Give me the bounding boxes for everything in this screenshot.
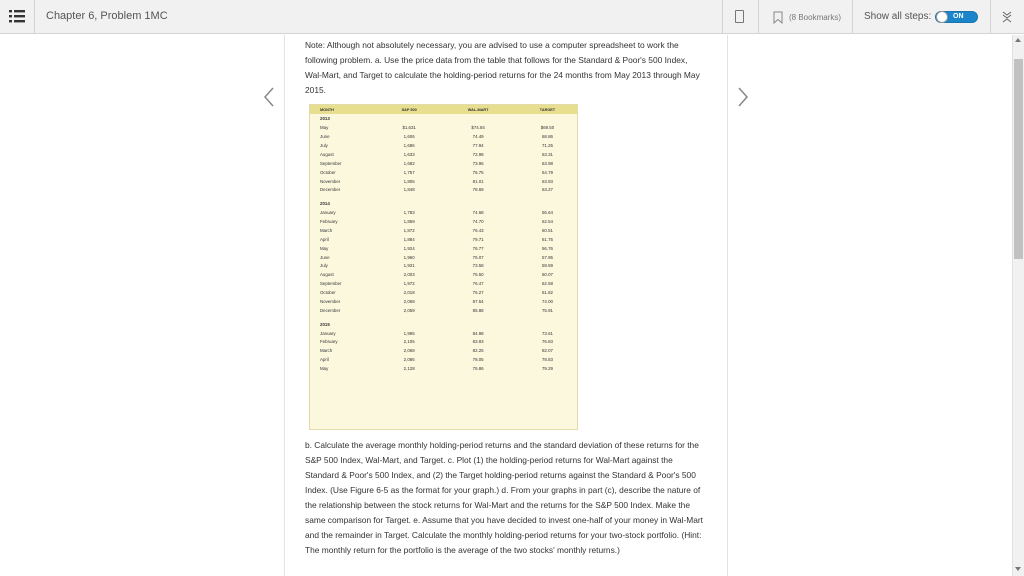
- price-cell: 77.94: [472, 142, 484, 148]
- next-chevron-icon[interactable]: [736, 86, 750, 108]
- price-cell: 74.00: [541, 299, 553, 305]
- month-cell: March: [320, 227, 333, 233]
- document-icon[interactable]: [735, 10, 744, 23]
- price-cell: 76.77: [472, 245, 484, 251]
- scroll-thumb[interactable]: [1014, 59, 1023, 259]
- previous-chevron-icon[interactable]: [262, 86, 276, 108]
- year-label: 2014: [320, 200, 330, 206]
- price-cell: 68.86: [541, 133, 553, 139]
- month-cell: June: [320, 254, 330, 260]
- divider: [852, 0, 853, 34]
- column-header: TARGET: [518, 105, 577, 114]
- price-cell: 63.93: [541, 178, 553, 184]
- price-cell: 79.29: [541, 366, 553, 372]
- price-cell: 87.54: [472, 299, 484, 305]
- vertical-scrollbar[interactable]: [1012, 35, 1024, 576]
- column-header: S&P 500: [380, 105, 438, 114]
- table-row: [310, 279, 577, 288]
- toggle-label: ON: [953, 13, 964, 20]
- price-cell: 61.82: [541, 290, 553, 296]
- show-steps-toggle[interactable]: [935, 11, 978, 23]
- price-cell: 1,931: [403, 263, 415, 269]
- price-cell: 81.01: [472, 178, 484, 184]
- price-cell: 56.64: [541, 209, 553, 215]
- table-row: [310, 355, 577, 364]
- price-cell: 75.50: [472, 272, 484, 278]
- month-cell: February: [320, 218, 338, 224]
- table-row: [310, 346, 577, 355]
- empty-cell: [438, 320, 518, 329]
- price-cell: 76.43: [472, 227, 484, 233]
- price-cell: 63.98: [541, 160, 553, 166]
- divider: [722, 0, 723, 34]
- problem-content: [305, 38, 705, 98]
- price-cell: 82.07: [541, 348, 553, 354]
- price-cell: 1,884: [403, 236, 415, 242]
- empty-cell: [518, 320, 577, 329]
- month-cell: May: [320, 245, 329, 251]
- empty-cell: [438, 114, 518, 123]
- price-cell: 2,068: [403, 348, 415, 354]
- price-cell: 1,606: [403, 133, 415, 139]
- month-cell: September: [320, 281, 342, 287]
- month-cell: November: [320, 178, 341, 184]
- year-row: [310, 199, 577, 208]
- scroll-up-arrow-icon[interactable]: [1015, 38, 1021, 42]
- price-cell: 1,995: [403, 330, 415, 336]
- price-table: [310, 105, 577, 373]
- price-cell: 2,128: [403, 366, 415, 372]
- month-cell: July: [320, 263, 328, 269]
- divider: [758, 0, 759, 34]
- month-cell: August: [320, 151, 334, 157]
- menu-icon[interactable]: [9, 8, 25, 24]
- left-margin-pane: [0, 35, 285, 576]
- price-cell: 2,059: [403, 308, 415, 314]
- year-row: [310, 114, 577, 123]
- table-row: [310, 208, 577, 217]
- month-cell: December: [320, 187, 341, 193]
- table-row: [310, 123, 577, 132]
- price-cell: 1,806: [403, 178, 415, 184]
- month-cell: September: [320, 160, 342, 166]
- table-row: [310, 186, 577, 195]
- price-cell: 1,848: [403, 187, 415, 193]
- top-bar: [0, 0, 1024, 34]
- price-cell: 82.25: [472, 348, 484, 354]
- price-cell: 61.75: [541, 236, 553, 242]
- month-cell: July: [320, 142, 328, 148]
- table-row: [310, 329, 577, 338]
- column-header: WAL-MART: [438, 105, 518, 114]
- table-row: [310, 226, 577, 235]
- price-cell: 1,633: [403, 151, 415, 157]
- table-header-row: [310, 105, 577, 114]
- price-cell: 1,924: [403, 245, 415, 251]
- empty-cell: [518, 199, 577, 208]
- table-row: [310, 244, 577, 253]
- month-cell: April: [320, 236, 329, 242]
- price-cell: $69.50: [540, 124, 555, 130]
- table-row: [310, 217, 577, 226]
- price-cell: 78.05: [472, 357, 484, 363]
- price-cell: 72.98: [472, 151, 484, 157]
- price-cell: 2,068: [403, 299, 415, 305]
- price-cell: 73.96: [472, 160, 484, 166]
- price-cell: 60.07: [541, 272, 553, 278]
- price-cell: 62.54: [541, 218, 553, 224]
- month-cell: November: [320, 299, 341, 305]
- price-table-image: [309, 104, 578, 430]
- price-cell: 1,972: [403, 281, 415, 287]
- month-cell: August: [320, 272, 334, 278]
- price-cell: 59.59: [541, 263, 553, 269]
- price-cell: $74.84: [471, 124, 485, 130]
- price-cell: 62.68: [541, 281, 553, 287]
- month-cell: October: [320, 169, 336, 175]
- empty-cell: [380, 114, 438, 123]
- show-steps-label: Show all steps:: [864, 11, 932, 22]
- price-cell: $1,631: [402, 124, 416, 130]
- table-row: [310, 177, 577, 186]
- table-row: [310, 306, 577, 315]
- price-cell: 73.58: [472, 263, 484, 269]
- month-cell: June: [320, 133, 330, 139]
- empty-cell: [438, 199, 518, 208]
- price-cell: 76.47: [472, 281, 484, 287]
- price-cell: 73.61: [541, 330, 553, 336]
- price-cell: 60.51: [541, 227, 553, 233]
- problem-paragraph-a: Note: Although not absolutely necessary, you are advised to use a computer spreadsheet to work the following problem. a. Use the price data from the table that follows for the Standard & Poor's 500 Index, Wal-Mart, and Target to calculate the holding-period returns for the 24 months from May 2013 through May 2015.: [305, 40, 700, 95]
- table-row: [310, 262, 577, 271]
- price-cell: 78.69: [472, 187, 484, 193]
- table-row: [310, 159, 577, 168]
- table-row: [310, 288, 577, 297]
- price-cell: 76.27: [472, 290, 484, 296]
- price-cell: 85.88: [472, 308, 484, 314]
- table-row: [310, 253, 577, 262]
- price-cell: 56.76: [541, 245, 553, 251]
- month-cell: May: [320, 124, 329, 130]
- price-cell: 75.86: [472, 366, 484, 372]
- price-cell: 1,757: [403, 169, 415, 175]
- month-cell: March: [320, 348, 333, 354]
- bookmark-count: (8 Bookmarks): [789, 12, 842, 22]
- price-cell: 76.83: [541, 339, 553, 345]
- price-cell: 2,018: [403, 290, 415, 296]
- price-cell: 83.93: [472, 339, 484, 345]
- divider: [990, 0, 991, 34]
- price-cell: 76.75: [472, 169, 484, 175]
- table-row: [310, 150, 577, 159]
- table-row: [310, 297, 577, 306]
- right-margin-pane: [727, 35, 1012, 576]
- table-row: [310, 168, 577, 177]
- month-cell: February: [320, 339, 338, 345]
- price-cell: 1,960: [403, 254, 415, 260]
- price-cell: 78.83: [541, 357, 553, 363]
- month-cell: January: [320, 209, 336, 215]
- price-cell: 2,003: [403, 272, 415, 278]
- price-cell: 63.27: [541, 187, 553, 193]
- table-body: [310, 114, 577, 373]
- table-row: [310, 141, 577, 150]
- toggle-knob: [936, 11, 948, 23]
- month-cell: January: [320, 330, 336, 336]
- price-cell: 1,859: [403, 218, 415, 224]
- year-label: 2015: [320, 321, 330, 327]
- table-row: [310, 364, 577, 373]
- table-row: [310, 338, 577, 347]
- price-cell: 1,686: [403, 142, 415, 148]
- price-cell: 1,682: [403, 160, 415, 166]
- table-row: [310, 132, 577, 141]
- price-cell: 79.71: [472, 236, 484, 242]
- problem-paragraph-b: b. Calculate the average monthly holding-period returns and the standard deviation of these returns for the S&P 500 Index, Wal-Mart, and Target. c. Plot (1) the holding-period returns for Wal-Mart against the Standard & Poor's 500 Index, and (2) the Target holding-period returns against the Standard & Poor's 500 Index. (Use Figure 6-5 as the format for your graph.) d. From your graphs in part (c), describe the nature of the relationship between the stock returns for Wal-Mart and the returns for the S&P 500 Index. Make the same comparison for Target. e. Assume that you have decided to invest one-half of your money in Wal-Mart and the remainder in Target. Calculate the monthly holding-period returns for your two-stock portfolio. (Hint: The monthly return for the portfolio is the average of the two stocks' monthly returns.): [305, 440, 704, 555]
- price-cell: 1,872: [403, 227, 415, 233]
- collapse-icon[interactable]: [1002, 11, 1012, 23]
- price-cell: 2,105: [403, 339, 415, 345]
- scroll-down-arrow-icon[interactable]: [1015, 567, 1021, 571]
- price-cell: 2,086: [403, 357, 415, 363]
- bookmark-icon: [773, 11, 783, 24]
- price-cell: 75.91: [541, 308, 553, 314]
- month-cell: October: [320, 290, 336, 296]
- bookmark-button[interactable]: [773, 8, 841, 26]
- month-cell: April: [320, 357, 329, 363]
- table-row: [310, 270, 577, 279]
- price-cell: 57.95: [541, 254, 553, 260]
- month-cell: May: [320, 366, 329, 372]
- column-header: MONTH: [310, 105, 380, 114]
- price-cell: 84.98: [472, 330, 484, 336]
- month-cell: December: [320, 308, 341, 314]
- price-cell: 74.49: [472, 133, 484, 139]
- empty-cell: [518, 114, 577, 123]
- table-row: [310, 235, 577, 244]
- page-title: Chapter 6, Problem 1MC: [46, 10, 168, 22]
- divider: [34, 0, 35, 34]
- year-row: [310, 320, 577, 329]
- price-cell: 63.31: [541, 151, 553, 157]
- year-label: 2013: [320, 115, 330, 121]
- price-cell: 71.25: [541, 142, 553, 148]
- price-cell: 74.68: [472, 209, 484, 215]
- price-cell: 74.70: [472, 218, 484, 224]
- price-cell: 64.79: [541, 169, 553, 175]
- price-cell: 1,783: [403, 209, 415, 215]
- empty-cell: [380, 199, 438, 208]
- empty-cell: [380, 320, 438, 329]
- price-cell: 75.07: [472, 254, 484, 260]
